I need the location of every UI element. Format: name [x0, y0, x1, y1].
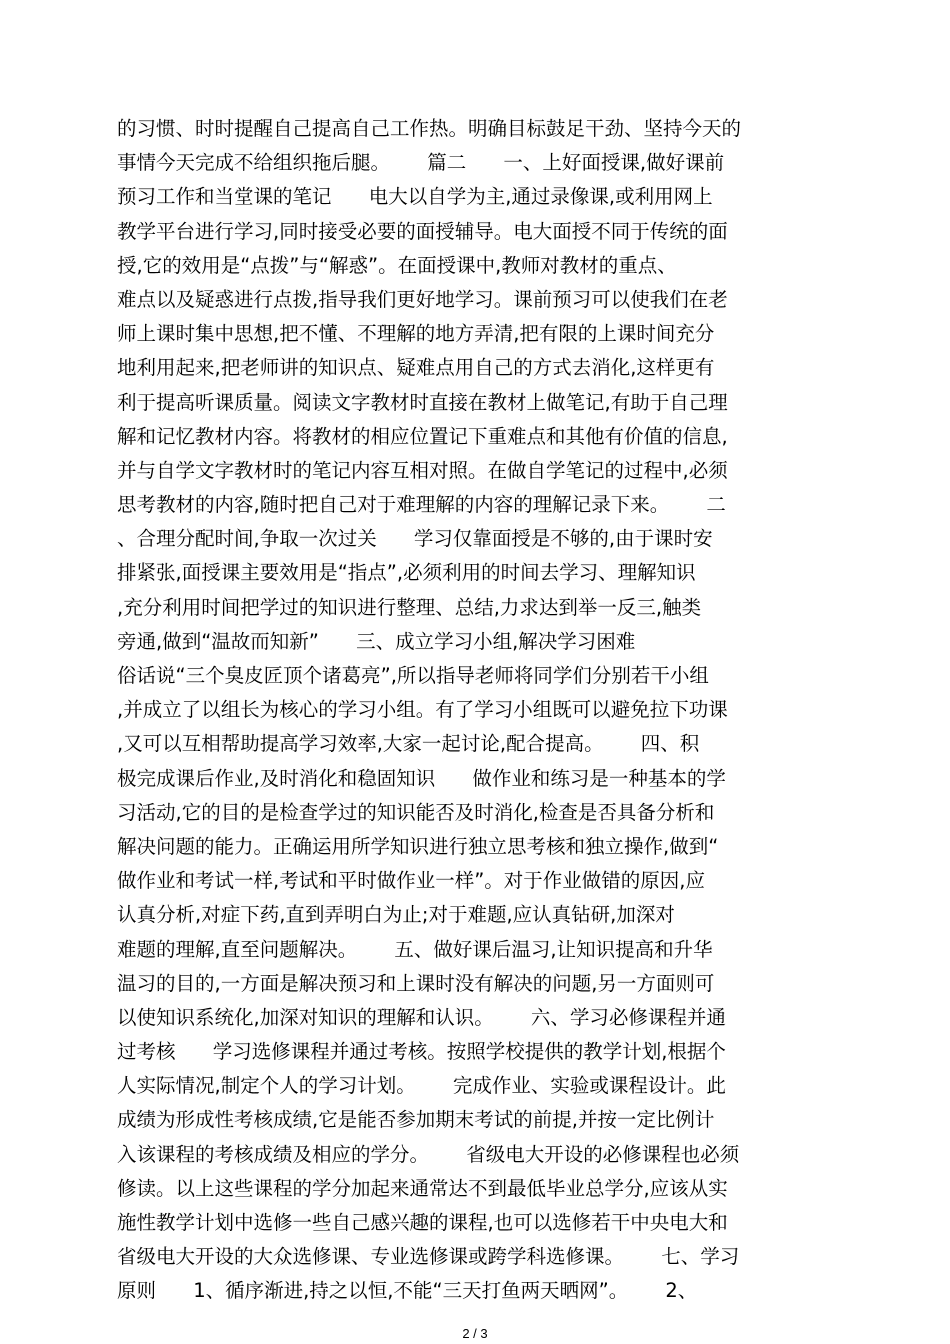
text-line: 授,它的效用是“点拨”与“解惑”。在面授课中,教师对教材的重点、 — [117, 253, 677, 277]
text-line: 认真分析,对症下药,直到弄明白为止;对于难题,应认真钻研,加深对 — [117, 903, 675, 927]
text-line: 排紧张,面授课主要效用是“指点”,必须利用的时间去学习、理解知识 — [117, 561, 696, 585]
text-line: 思考教材的内容,随时把自己对于难理解的内容的理解记录下来。 二 — [117, 493, 726, 517]
text-line: 温习的目的,一方面是解决预习和上课时没有解决的问题,另一方面则可 — [117, 971, 715, 995]
text-line: ,又可以互相帮助提高学习效率,大家一起讨论,配合提高。 四、积 — [117, 732, 700, 756]
body-text — [117, 112, 837, 1309]
text-line: 以使知识系统化,加深对知识的理解和认识。 六、学习必修课程并通 — [117, 1005, 726, 1029]
page-number: 2 / 3 — [462, 1326, 488, 1341]
text-line: 难题的理解,直至问题解决。 五、做好课后温习,让知识提高和升华 — [117, 937, 713, 961]
text-line: 原则 1、循序渐进,持之以恒,不能“三天打鱼两天晒网”。 2、 — [117, 1279, 698, 1303]
text-line: 做作业和考试一样,考试和平时做作业一样”。对于作业做错的原因,应 — [117, 869, 705, 893]
text-line: 教学平台进行学习,同时接受必要的面授辅导。电大面授不同于传统的面 — [117, 219, 728, 243]
text-line: 预习工作和当堂课的笔记 电大以自学为主,通过录像课,或利用网上 — [117, 185, 713, 209]
text-line: 过考核 学习选修课程并通过考核。按照学校提供的教学计划,根据个 — [117, 1040, 726, 1064]
text-line: 省级电大开设的大众选修课、专业选修课或跨学科选修课。 七、学习 — [117, 1245, 740, 1269]
text-line: 极完成课后作业,及时消化和稳固知识 做作业和练习是一种基本的学 — [117, 766, 726, 790]
text-line: 修读。以上这些课程的学分加起来通常达不到最低毕业总学分,应该从实 — [117, 1176, 728, 1200]
text-line: 地利用起来,把老师讲的知识点、疑难点用自己的方式去消化,这样更有 — [117, 356, 715, 380]
text-line: 入该课程的考核成绩及相应的学分。 省级电大开设的必修课程也必须 — [117, 1142, 740, 1166]
text-line: 习活动,它的目的是检查学过的知识能否及时消化,检查是否具备分析和 — [117, 800, 715, 824]
text-line: 人实际情况,制定个人的学习计划。 完成作业、实验或课程设计。此 — [117, 1074, 726, 1098]
text-line: 成绩为形成性考核成绩,它是能否参加期末考试的前提,并按一定比例计 — [117, 1108, 715, 1132]
text-line: 的习惯、时时提醒自己提高自己工作热。明确目标鼓足干劲、坚持今天的 — [117, 117, 742, 140]
text-line: 俗话说“三个臭皮匠顶个诸葛亮”,所以指导老师将同学们分别若干小组 — [117, 664, 709, 687]
text-line: 、合理分配时间,争取一次过关 学习仅靠面授是不够的,由于课时安 — [117, 527, 713, 551]
text-line: 难点以及疑惑进行点拨,指导我们更好地学习。课前预习可以使我们在老 — [117, 287, 728, 311]
text-line: ,充分利用时间把学过的知识进行整理、总结,力求达到举一反三,触类 — [117, 595, 702, 619]
text-line: 施性教学计划中选修一些自己感兴趣的课程,也可以选修若干中央电大和 — [117, 1211, 728, 1234]
text-line: 利于提高听课质量。阅读文字教材时直接在教材上做笔记,有助于自己理 — [117, 390, 728, 414]
text-line: 解决问题的能力。正确运用所学知识进行独立思考核和独立操作,做到“ — [117, 834, 719, 858]
text-line: 解和记忆教材内容。将教材的相应位置记下重难点和其他有价值的信息, — [117, 424, 728, 448]
text-line: 并与自学文字教材时的笔记内容互相对照。在做自学笔记的过程中,必须 — [117, 458, 728, 482]
text-line: ,并成立了以组长为核心的学习小组。有了学习小组既可以避免拉下功课 — [117, 698, 728, 722]
text-line: 师上课时集中思想,把不懂、不理解的地方弄清,把有限的上课时间充分 — [117, 322, 715, 346]
text-line: 旁通,做到“温故而知新” 三、成立学习小组,解决学习困难 — [117, 629, 636, 653]
text-line: 事情今天完成不给组织拖后腿。 篇二 一、上好面授课,做好课前 — [117, 151, 725, 175]
